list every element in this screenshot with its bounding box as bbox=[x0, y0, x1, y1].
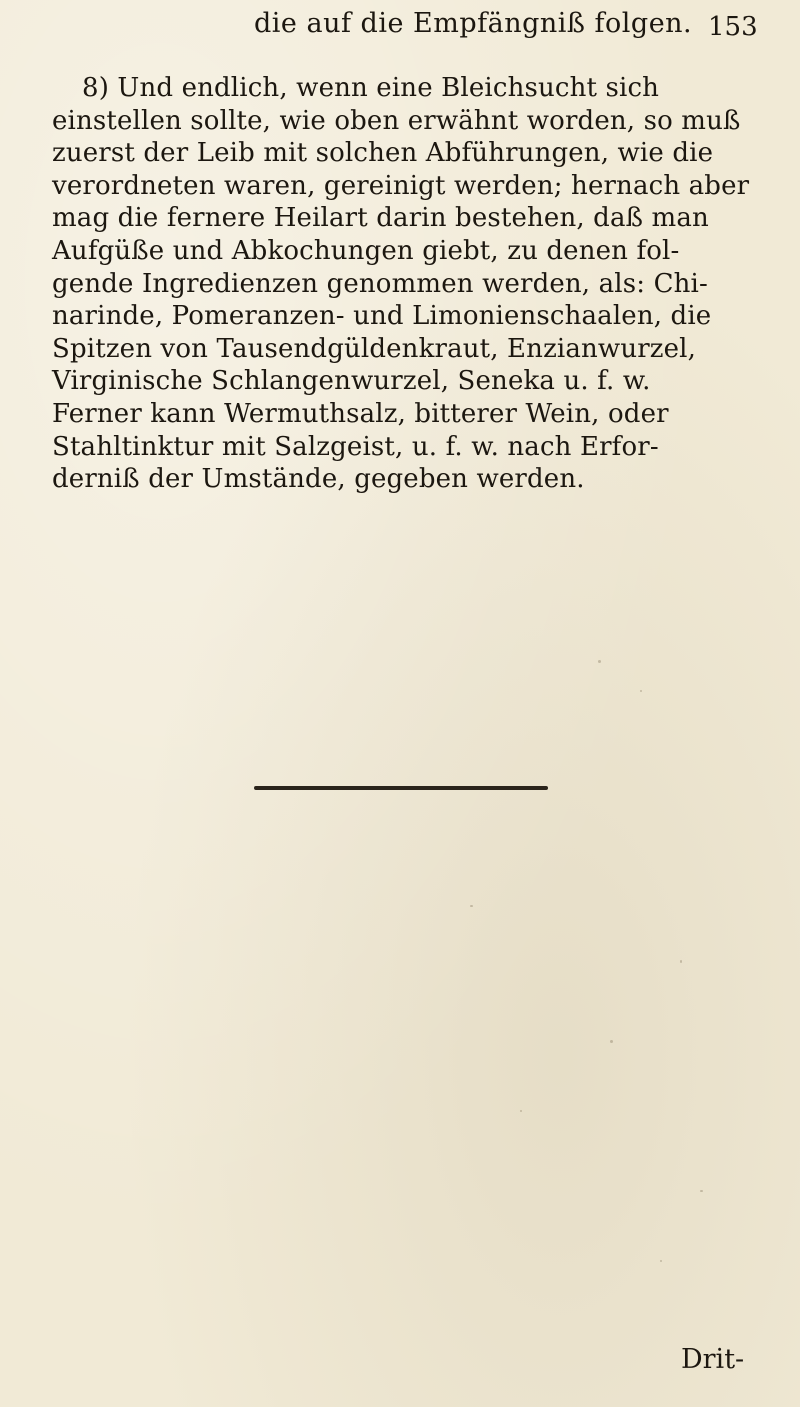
body-paragraph bbox=[52, 72, 764, 496]
text-line: gende Ingredienzen genommen werden, als: Chi- bbox=[52, 268, 708, 299]
text-line: Spitzen von Tausendgüldenkraut, Enzianwurzel, bbox=[52, 333, 697, 364]
text-line: narinde, Pomeranzen- und Limonienschaalen, die bbox=[52, 301, 712, 332]
text-line: Ferner kann Wermuthsalz, bitterer Wein, oder bbox=[52, 398, 669, 429]
text-line: einstellen sollte, wie oben erwähnt worden, so muß bbox=[52, 105, 741, 136]
text-line: zuerst der Leib mit solchen Abführungen, wie die bbox=[52, 138, 714, 169]
text-line: mag die fernere Heilart darin bestehen, daß man bbox=[52, 203, 709, 234]
catchword: Drit- bbox=[681, 1344, 745, 1375]
text-line: 8) Und endlich, wenn eine Bleichsucht sich bbox=[82, 73, 660, 103]
section-divider-rule bbox=[254, 786, 548, 790]
text-line: Stahltinktur mit Salzgeist, u. f. w. nach Erfor- bbox=[52, 431, 659, 462]
text-line: verordneten waren, gereinigt werden; hernach aber bbox=[52, 170, 750, 201]
text-line: Aufgüße und Abkochungen giebt, zu denen fol- bbox=[52, 235, 680, 266]
text-line: derniß der Umstände, gegeben werden. bbox=[52, 464, 585, 495]
text-line: Virginische Schlangenwurzel, Seneka u. f. w. bbox=[52, 366, 651, 397]
page-number: 153 bbox=[708, 12, 758, 42]
running-head: die auf die Empfängniß folgen. bbox=[254, 8, 693, 39]
